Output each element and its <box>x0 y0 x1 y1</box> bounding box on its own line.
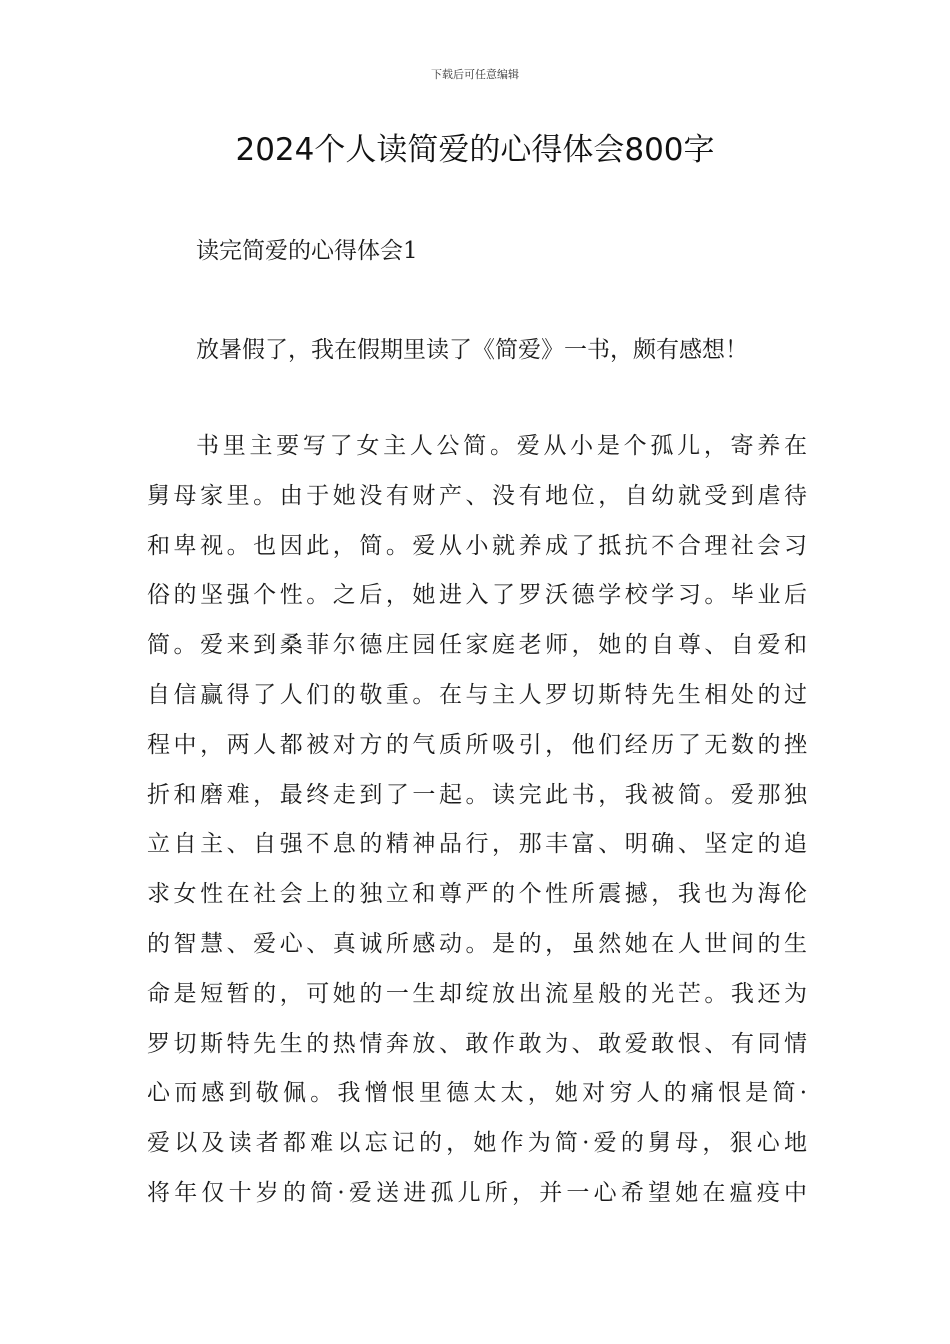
body-line: 简。爱来到桑菲尔德庄园任家庭老师，她的自尊、自爱和 <box>147 632 807 659</box>
body-line: 的智慧、爱心、真诚所感动。是的，虽然她在人世间的生 <box>147 930 807 957</box>
body-line: 程中，两人都被对方的气质所吸引，他们经历了无数的挫 <box>147 731 807 758</box>
body-line: 将年仅十岁的简·爱送进孤儿所，并一心希望她在瘟疫中 <box>147 1179 807 1206</box>
body-line: 自信赢得了人们的敬重。在与主人罗切斯特先生相处的过 <box>147 681 807 708</box>
body-line: 命是短暂的，可她的一生却绽放出流星般的光芒。我还为 <box>147 980 807 1007</box>
body-line: 求女性在社会上的独立和尊严的个性所震撼，我也为海伦 <box>147 881 807 908</box>
body-line: 俗的坚强个性。之后，她进入了罗沃德学校学习。毕业后 <box>147 582 807 609</box>
body-line: 和卑视。也因此，简。爱从小就养成了抵抗不合理社会习 <box>147 532 807 559</box>
page-header-note: 下载后可任意编辑 <box>431 68 519 81</box>
body-line: 舅母家里。由于她没有财产、没有地位，自幼就受到虐待 <box>147 482 807 509</box>
body-line: 折和磨难，最终走到了一起。读完此书，我被简。爱那独 <box>147 781 807 808</box>
body-paragraph <box>147 428 807 1225</box>
body-line: 心而感到敬佩。我憎恨里德太太，她对穷人的痛恨是简· <box>147 1080 807 1107</box>
intro-paragraph: 放暑假了，我在假期里读了《简爱》一书，颇有感想！ <box>196 337 748 363</box>
section-heading: 读完简爱的心得体会1 <box>196 238 418 264</box>
body-line: 爱以及读者都难以忘记的，她作为简·爱的舅母，狠心地 <box>147 1130 807 1157</box>
document-title: 2024个人读简爱的心得体会800字 <box>235 132 715 168</box>
body-line: 罗切斯特先生的热情奔放、敢作敢为、敢爱敢恨、有同情 <box>147 1030 807 1057</box>
body-line: 立自主、自强不息的精神品行，那丰富、明确、坚定的追 <box>147 831 807 858</box>
body-line: 书里主要写了女主人公简。爱从小是个孤儿，寄养在 <box>196 433 807 459</box>
